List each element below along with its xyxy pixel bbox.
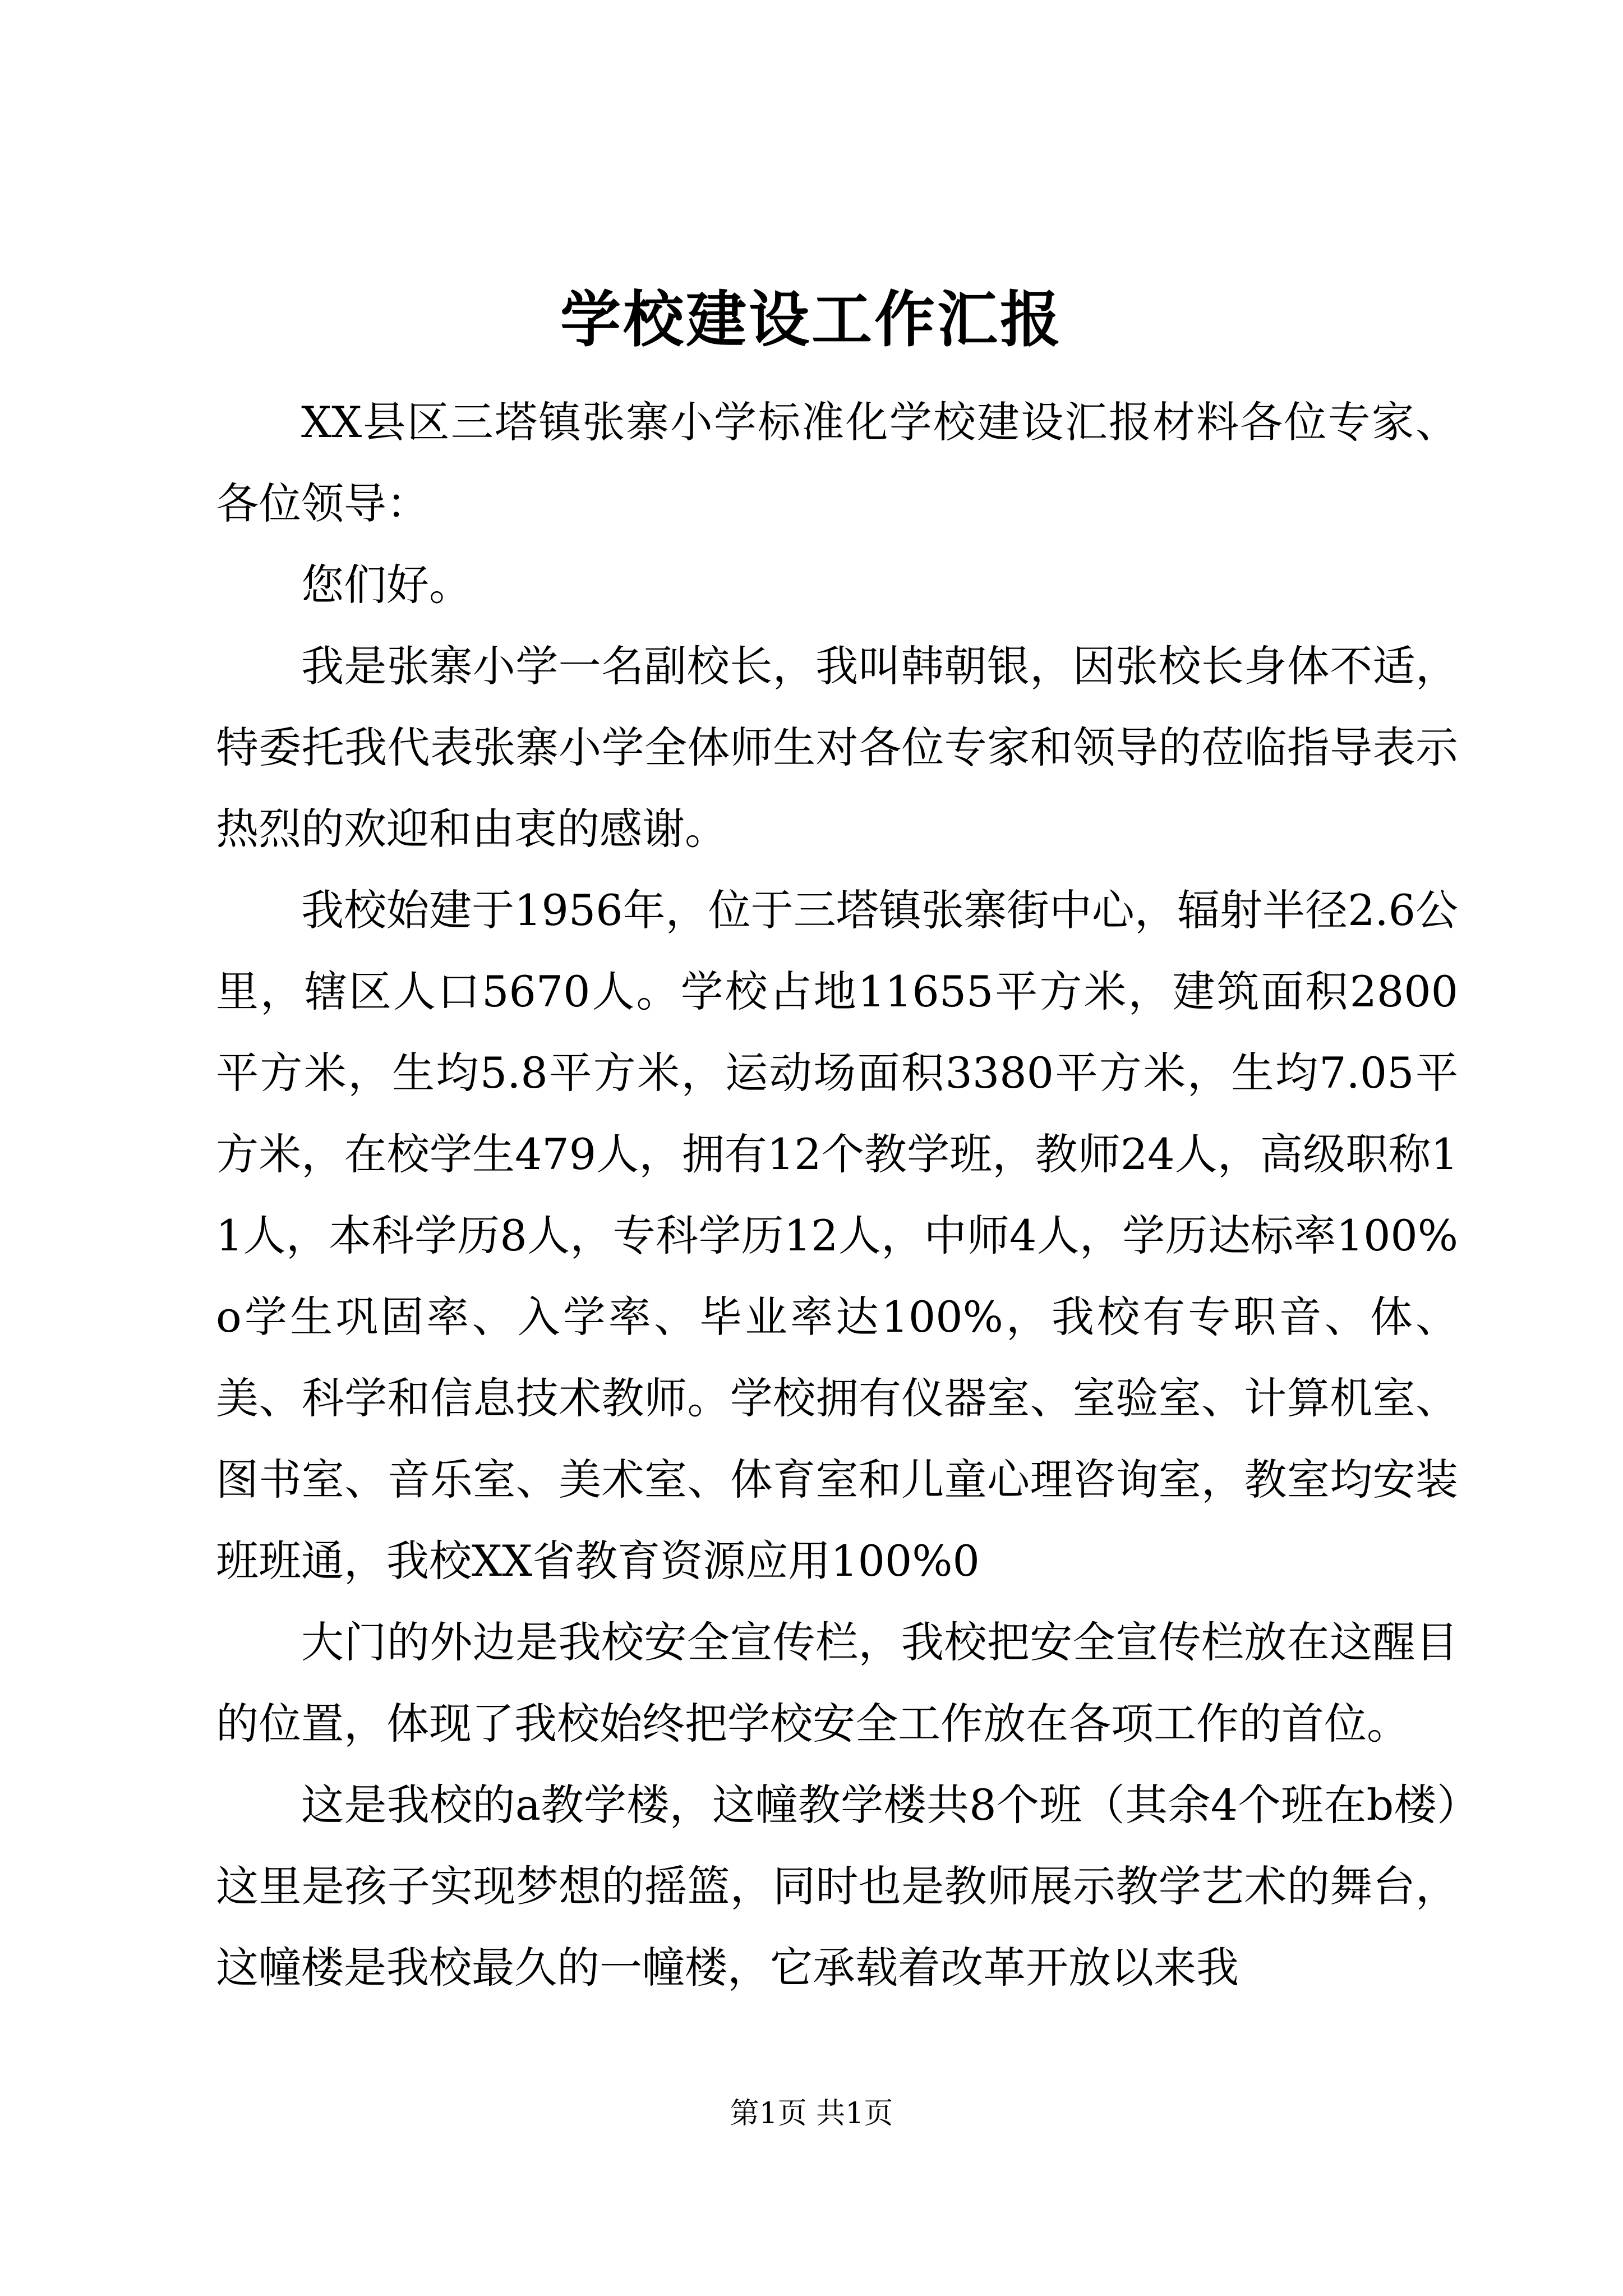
- paragraph-introduction: 我是张寨小学一名副校长，我叫韩朝银，因张校长身体不适，特委托我代表张寨小学全体师生对各位专家和领导的莅临指导表示热烈的欢迎和由衷的感谢。: [216, 641, 1458, 854]
- paragraph-greeting-recipients: XX县区三塔镇张寨小学标准化学校建设汇报材料各位专家、各位领导：: [216, 397, 1458, 528]
- paragraph-salutation: 您们好。: [301, 560, 472, 610]
- paragraph-teaching-building: 这是我校的a教学楼，这幢教学楼共8个班（其余4个班在b楼）这里是孩子实现梦想的摇篮，同时也是教师展示教学艺术的舞台，这幢楼是我校最久的一幢楼，它承载着改革开放以来我: [216, 1780, 1458, 1993]
- page-number-footer: 第1页 共1页: [730, 2097, 893, 2131]
- paragraph-safety-board: 大门的外边是我校安全宣传栏，我校把安全宣传栏放在这醒目的位置，体现了我校始终把学校安全工作放在各项工作的首位。: [216, 1617, 1458, 1749]
- document-title: 学校建设工作汇报: [560, 284, 1063, 355]
- paragraph-school-overview: 我校始建于1956年，位于三塔镇张寨街中心，辐射半径2.6公里，辖区人口5670人。学校占地11655平方米，建筑面积2800平方米，生均5.8平方米，运动场面积3380平方米，生均7.05平方米，在校学生479人，拥有12个教学班，教师24人，高级职称11人，本科学历8人，专科学历12人，中师4人，学历达标率100%o学生巩固率、入学率、毕业率达100%，我校有专职音、体、美、科学和信息技术教师。学校拥有仪器室、室验室、计算机室、图书室、音乐室、美术室、体育室和儿童心理咨询室，教室均安装班班通，我校XX省教育资源应用100%0: [216, 885, 1458, 1586]
- document-body: [216, 381, 1458, 2008]
